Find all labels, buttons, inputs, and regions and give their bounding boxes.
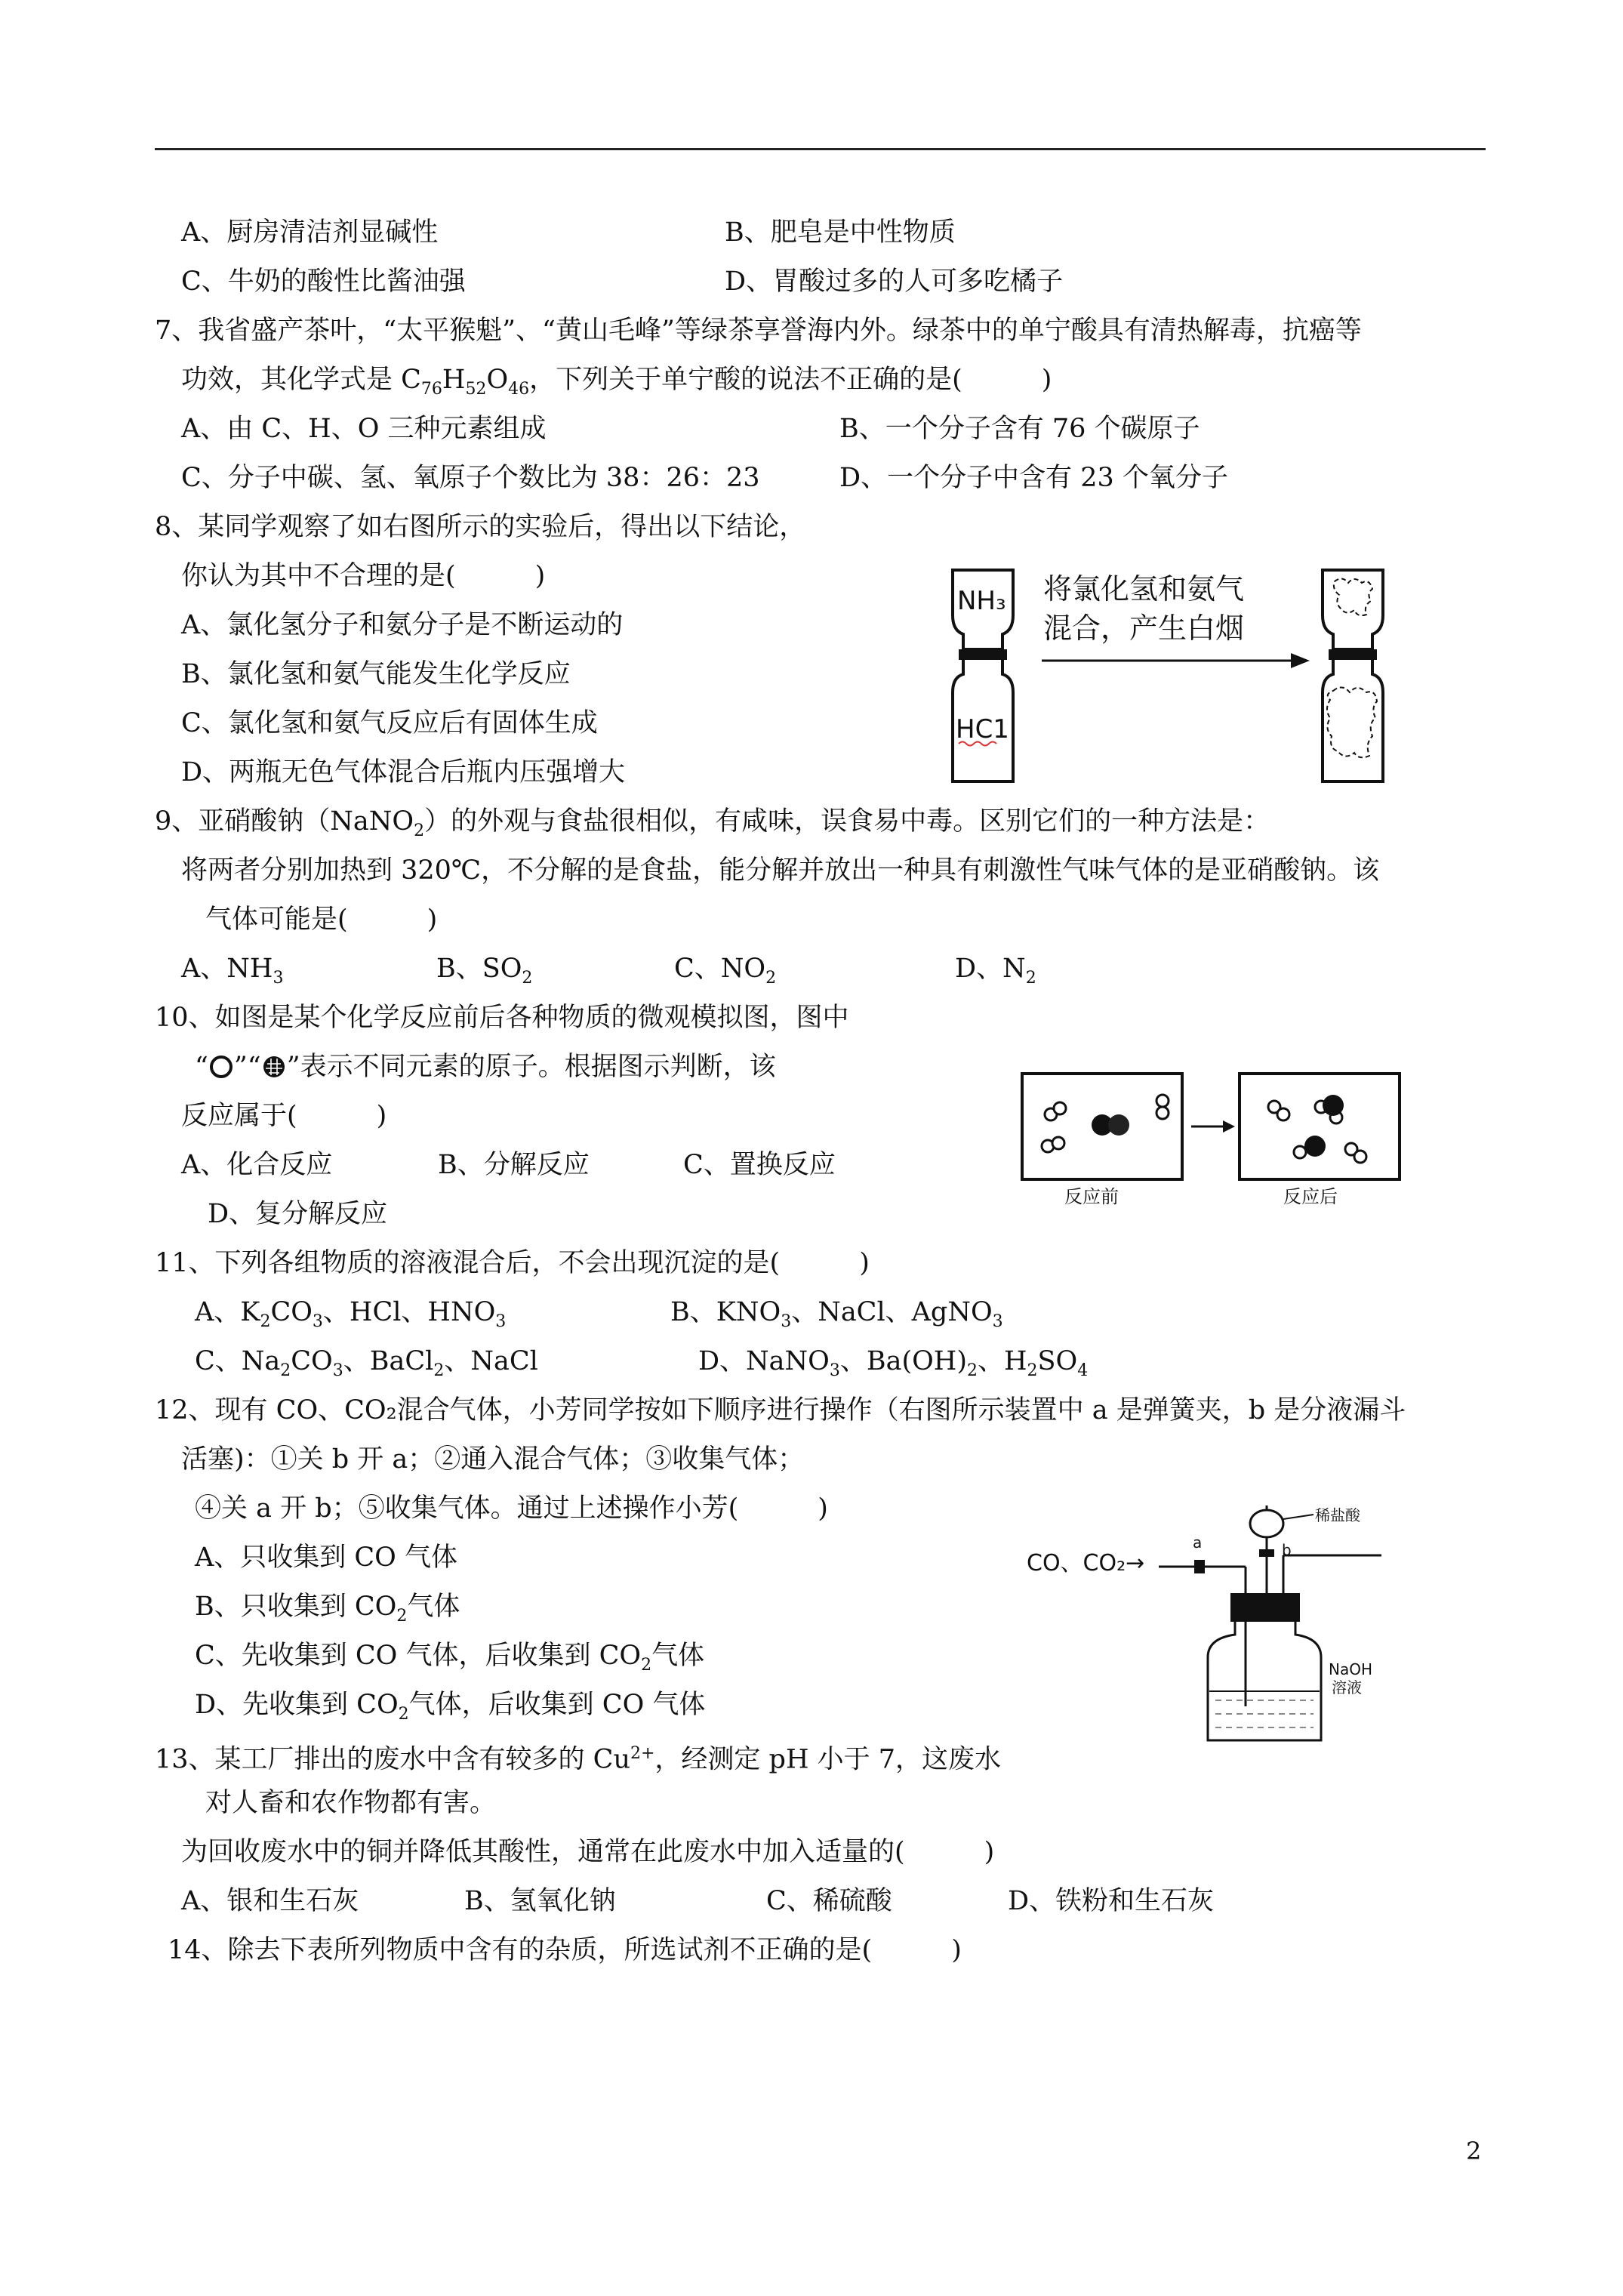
q11-option-b: B、$KNO_3$、NaCl、AgNO$_3$ [670, 1297, 1003, 1331]
q9-option-a: A、$NH_3$ [181, 954, 284, 988]
q13-stem-line2: 对人畜和农作物都有害。 [205, 1788, 497, 1818]
q10-option-a: A、化合反应 [181, 1150, 333, 1180]
q7-option-d: D、一个分子中含有 23 个氧分子 [839, 463, 1228, 493]
bottom-bottle-right [1323, 660, 1383, 781]
clamp-a [1194, 1560, 1205, 1573]
q12-option-a: A、只收集到 CO 气体 [195, 1542, 458, 1573]
solution-label-1: NaOH [1329, 1660, 1372, 1678]
q8-option-b: B、氯化氢和氨气能发生化学反应 [181, 659, 571, 689]
after-label: 反应后 [1283, 1186, 1338, 1207]
q13-stem-line1: 13、某工厂排出的废水中含有较多的 $Cu^{2+}$，经测定 pH 小于 7，这废水 [155, 1744, 1001, 1775]
separatory-funnel [1250, 1510, 1283, 1537]
q13-option-d: D、铁粉和生石灰 [1008, 1886, 1215, 1916]
white-atom-icon [208, 1054, 234, 1080]
q12-stem-line3: ④关 a 开 b；⑤收集气体。通过上述操作小芳( ) [195, 1493, 828, 1524]
after-box [1240, 1074, 1400, 1179]
white-smoke-top [1334, 578, 1372, 615]
q8-option-a: A、氯化氢分子和氨分子是不断运动的 [181, 610, 624, 640]
q7-stem-line1: 7、我省盛产茶叶，“太平猴魁”、“黄山毛峰”等绿茶享誉海内外。绿茶中的单宁酸具有清热解毒，抗癌等 [155, 316, 1362, 346]
q11-option-d: D、NaNO$_3$、$Ba(OH)_2$、$H_2SO_4$ [698, 1346, 1089, 1380]
q9-option-c: C、$NO_2$ [674, 954, 777, 988]
bottle-clamp-right [1329, 649, 1377, 660]
header-rule [155, 148, 1486, 150]
q8-stem-line1: 8、某同学观察了如右图所示的实验后，得出以下结论， [155, 512, 806, 542]
q10-stem-line2: “ ”“ ”表示不同元素的原子。根据图示判断，该 [195, 1052, 776, 1082]
q10-option-b: B、分解反应 [438, 1150, 590, 1180]
bottle-clamp-left [959, 649, 1007, 660]
q7-option-c: C、分子中碳、氢、氧原子个数比为 38：26：23 [181, 463, 760, 493]
q12-stem-line2: 活塞)：①关 b 开 a；②通入混合气体；③收集气体； [181, 1444, 805, 1475]
arrow-caption-line2: 混合，产生白烟 [1043, 612, 1245, 645]
q7-stem-line2: 功效，其化学式是 $C_{76}H_{52}O_{46}$，下列关于单宁酸的说法不正确的是( ) [181, 365, 1052, 399]
q11-option-a: A、$K_2CO_3$、HCl、$HNO_3$ [195, 1297, 507, 1331]
q6-option-d: D、胃酸过多的人可多吃橘子 [725, 267, 1064, 297]
q8-stem-line2: 你认为其中不合理的是( ) [181, 561, 546, 591]
q9-stem-line3: 气体可能是( ) [205, 905, 438, 935]
q9-stem-line2: 将两者分别加热到 320℃，不分解的是食盐，能分解并放出一种具有刺激性气味气体的是亚硝酸钠。该 [181, 855, 1380, 886]
q13-option-b: B、氢氧化钠 [464, 1886, 616, 1916]
q9-option-b: B、$SO_2$ [436, 954, 533, 988]
top-bottle-right [1323, 570, 1383, 649]
white-smoke-bottom [1327, 687, 1377, 757]
nh3-label: NH₃ [957, 586, 1006, 616]
funnel-label: 稀盐酸 [1315, 1506, 1360, 1524]
solution-label-2: 溶液 [1332, 1678, 1362, 1697]
q8-option-c: C、氯化氢和氨气反应后有固体生成 [181, 708, 598, 738]
hcl-label: HC1 [956, 714, 1009, 744]
q7-option-b: B、一个分子含有 76 个碳原子 [839, 414, 1200, 444]
q13-stem-line3: 为回收废水中的铜并降低其酸性，通常在此废水中加入适量的( ) [181, 1837, 995, 1867]
label-a: a [1193, 1533, 1203, 1552]
q11-option-c: C、$Na_2CO_3$、BaCl$_2$、NaCl [195, 1346, 538, 1380]
q14-stem: 14、除去下表所列物质中含有的杂质，所选试剂不正确的是( ) [168, 1935, 962, 1965]
q12-option-c: C、先收集到 CO 气体，后收集到 $CO_2$气体 [195, 1641, 705, 1675]
q9-option-d: D、$N_2$ [955, 954, 1036, 988]
q10-option-d: D、复分解反应 [208, 1199, 388, 1229]
q6-option-b: B、肥皂是中性物质 [725, 217, 956, 248]
before-label: 反应前 [1064, 1186, 1119, 1207]
q10-figure [1019, 1071, 1464, 1207]
stopcock-b [1259, 1549, 1274, 1557]
q12-option-b: B、只收集到 $CO_2$气体 [195, 1592, 460, 1626]
q13-option-a: A、银和生石灰 [181, 1886, 359, 1916]
rubber-stopper [1230, 1593, 1300, 1622]
wash-bottle [1208, 1622, 1321, 1740]
gas-inlet-label: CO、CO₂→ [1027, 1550, 1145, 1576]
q13-option-c: C、稀硫酸 [766, 1886, 892, 1916]
q8-figure [936, 562, 1434, 789]
q10-stem-line3: 反应属于( ) [181, 1101, 387, 1131]
label-b: b [1282, 1541, 1292, 1559]
q12-option-d: D、先收集到 $CO_2$气体，后收集到 CO 气体 [195, 1690, 706, 1724]
q10-stem-line1: 10、如图是某个化学反应前后各种物质的微观模拟图，图中 [155, 1003, 849, 1033]
q10-option-c: C、置换反应 [683, 1150, 836, 1180]
arrow-caption-line1: 将氯化氢和氨气 [1043, 572, 1245, 606]
q6-option-a: A、厨房清洁剂显碱性 [181, 217, 439, 248]
q12-stem-line1: 12、现有 CO、CO₂混合气体，小芳同学按如下顺序进行操作（右图所示装置中 a 是弹簧夹，b 是分液漏斗 [155, 1395, 1406, 1425]
page-number: 2 [1466, 2137, 1482, 2165]
q9-stem-line1: 9、亚硝酸钠（NaNO$_2$）的外观与食盐很相似，有咸味，误食易中毒。区别它们的一种方法是： [155, 806, 1270, 840]
q6-option-c: C、牛奶的酸性比酱油强 [181, 267, 466, 297]
q12-apparatus-figure [1027, 1502, 1404, 1744]
q8-option-d: D、两瓶无色气体混合后瓶内压强增大 [181, 757, 626, 787]
q7-option-a: A、由 C、H、O 三种元素组成 [181, 414, 547, 444]
q11-stem: 11、下列各组物质的溶液混合后，不会出现沉淀的是( ) [155, 1248, 870, 1278]
dark-atom-icon [261, 1054, 287, 1080]
